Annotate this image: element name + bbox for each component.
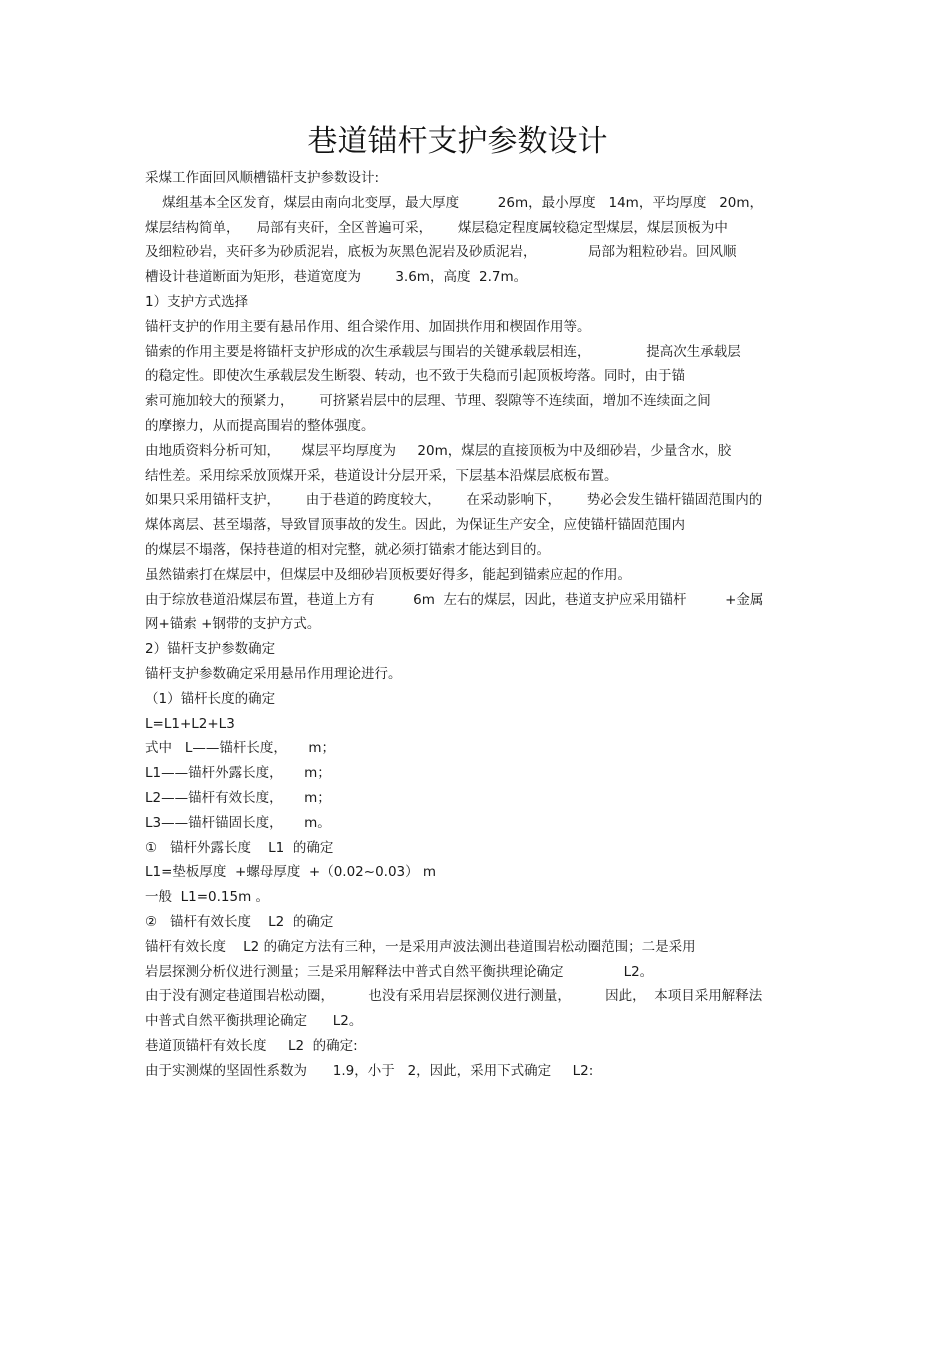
paragraph-line: 巷道顶锚杆有效长度 L2 的确定: [145, 1037, 358, 1054]
paragraph-line: 结性差。采用综采放顶煤开采，巷道设计分层开采，下层基本沿煤层底板布置。 [145, 467, 618, 484]
paragraph-line: 锚杆支护参数确定采用悬吊作用理论进行。 [145, 665, 402, 682]
paragraph-line: 煤层结构简单， 局部有夹矸，全区普遍可采， 煤层稳定程度属较稳定型煤层，煤层顶板为中 [145, 219, 728, 236]
paragraph-line: 采煤工作面回风顺槽锚杆支护参数设计: [145, 170, 380, 186]
paragraph-line: 岩层探测分析仪进行测量；三是采用解释法中普式自然平衡拱理论确定 L2。 [145, 963, 654, 980]
paragraph-line: L3——锚杆锚固长度， m。 [145, 814, 331, 831]
paragraph-line: 索可施加较大的预紧力， 可挤紧岩层中的层理、节理、裂隙等不连续面，增加不连续面之间 [145, 393, 711, 410]
paragraph-line: L1——锚杆外露长度， m； [145, 765, 331, 782]
paragraph-line: 煤组基本全区发育，煤层由南向北变厚，最大厚度 26m，最小厚度 14m，平均厚度 20m， [145, 194, 764, 211]
paragraph-line: 的稳定性。即使次生承载层发生断裂、转动，也不致于失稳而引起顶板垮落。同时，由于锚 [145, 368, 685, 385]
page-title: 巷道锚杆支护参数设计 [307, 124, 608, 159]
paragraph-line: 1）支护方式选择 [145, 293, 249, 310]
paragraph-line: 由地质资料分析可知， 煤层平均厚度为 20m，煤层的直接顶板为中及细砂岩，少量含水，胶 [145, 442, 732, 459]
paragraph-line: 中普式自然平衡拱理论确定 L2。 [145, 1013, 363, 1030]
paragraph-line: 由于综放巷道沿煤层布置，巷道上方有 6m 左右的煤层，因此，巷道支护应采用锚杆 +金属 [145, 591, 764, 608]
paragraph-line: 由于实测煤的坚固性系数为 1.9，小于 2，因此，采用下式确定 L2: [145, 1062, 594, 1079]
paragraph-line: 如果只采用锚杆支护， 由于巷道的跨度较大， 在采动影响下， 势必会发生锚杆锚固范围内的 [145, 492, 763, 509]
paragraph-line: 一般 L1=0.15m 。 [145, 889, 270, 906]
document-body [145, 166, 825, 1083]
paragraph-line: 的摩擦力，从而提高围岩的整体强度。 [145, 417, 375, 434]
paragraph-line: 锚杆支护的作用主要有悬吊作用、组合梁作用、加固拱作用和楔固作用等。 [145, 318, 591, 335]
paragraph-line: L=L1+L2+L3 [145, 715, 235, 732]
paragraph-line: L1=垫板厚度 +螺母厚度 +（0.02~0.03） m [145, 864, 437, 881]
paragraph-line: 网+锚索 +钢带的支护方式。 [145, 616, 321, 633]
paragraph-line: 的煤层不塌落，保持巷道的相对完整，就必须打锚索才能达到目的。 [145, 541, 550, 558]
paragraph-line: 由于没有测定巷道围岩松动圈， 也没有采用岩层探测仪进行测量， 因此， 本项目采用解释法 [145, 988, 763, 1005]
paragraph-line: （1）锚杆长度的确定 [145, 690, 276, 707]
paragraph-line: 式中 L——锚杆长度， m； [145, 740, 336, 757]
paragraph-line: 锚杆有效长度 L2 的确定方法有三种，一是采用声波法测出巷道围岩松动圈范围；二是采用 [145, 938, 696, 955]
paragraph-line: 槽设计巷道断面为矩形，巷道宽度为 3.6m，高度 2.7m。 [145, 269, 528, 286]
paragraph-line: 虽然锚索打在煤层中，但煤层中及细砂岩顶板要好得多，能起到锚索应起的作用。 [145, 566, 631, 583]
paragraph-line: ① 锚杆外露长度 L1 的确定 [145, 839, 334, 856]
paragraph-line: ② 锚杆有效长度 L2 的确定 [145, 913, 334, 930]
paragraph-line: 煤体离层、甚至塌落，导致冒顶事故的发生。因此，为保证生产安全，应使锚杆锚固范围内 [145, 517, 685, 534]
paragraph-line: 锚索的作用主要是将锚杆支护形成的次生承载层与围岩的关键承载层相连， 提高次生承载层 [145, 343, 741, 360]
paragraph-line: 2）锚杆支护参数确定 [145, 641, 276, 658]
paragraph-line: L2——锚杆有效长度， m； [145, 789, 331, 806]
paragraph-line: 及细粒砂岩，夹矸多为砂质泥岩，底板为灰黑色泥岩及砂质泥岩， 局部为粗粒砂岩。回风顺 [145, 244, 737, 261]
